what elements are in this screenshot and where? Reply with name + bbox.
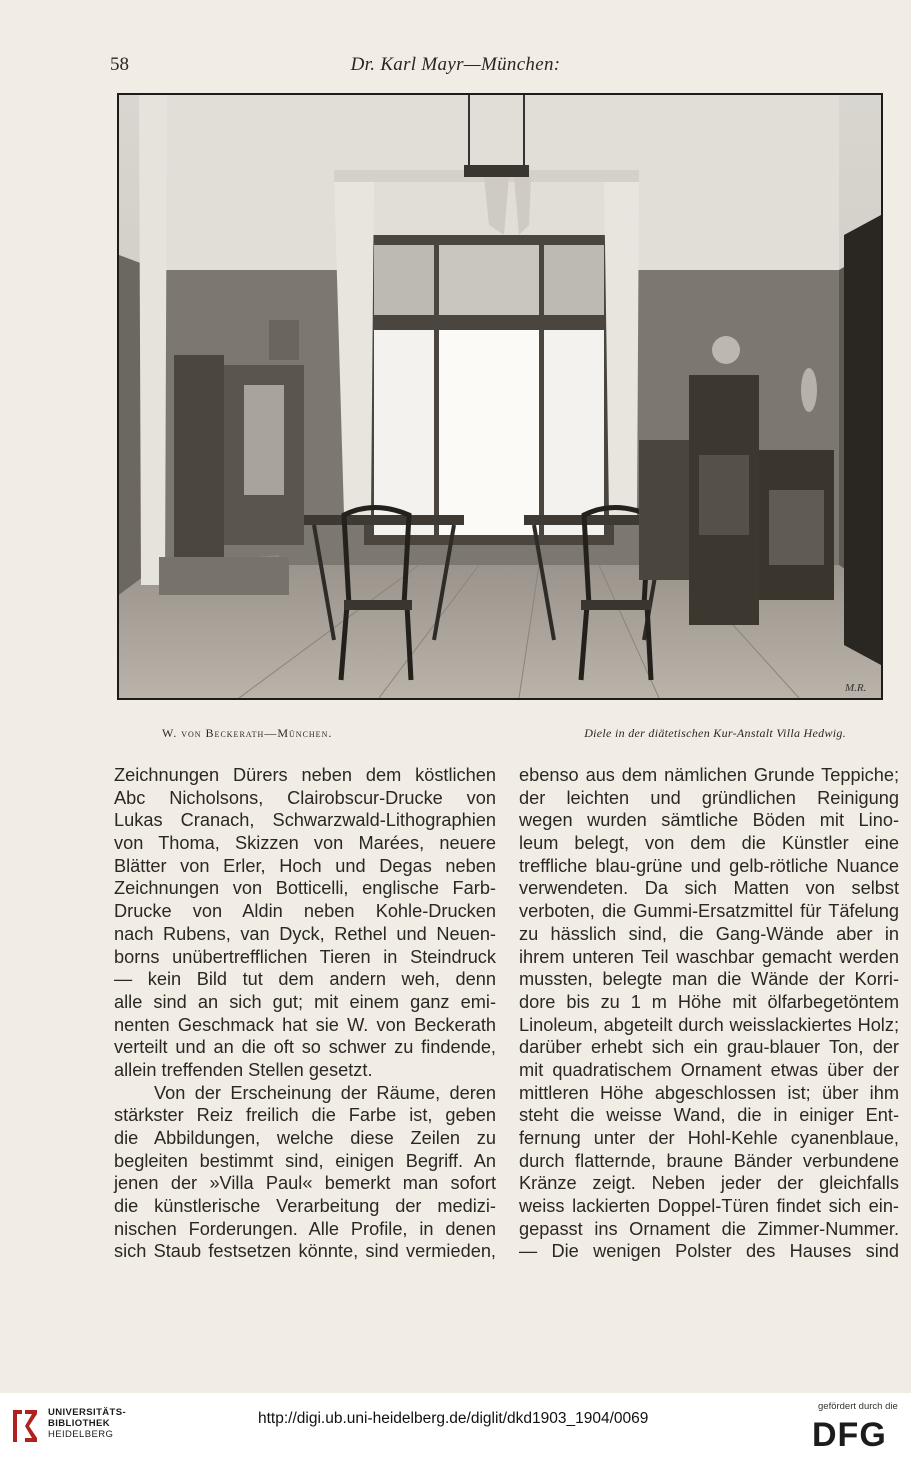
text-line: leum belegt, von dem die Künstler eine (519, 833, 899, 854)
text-column-left (114, 764, 496, 1263)
running-title: Dr. Karl Mayr—München: (350, 54, 561, 75)
text-line: Drucke von Aldin neben Kohle-Drucken (114, 901, 496, 922)
caption-title: Diele in der diätetischen Kur-Anstalt Villa Hedwig. (584, 726, 846, 740)
text-line: Kränze zeigt. Neben jeder der gleichfalls (519, 1173, 899, 1194)
text-line: stärkster Reiz freilich die Farbe ist, geben (114, 1105, 496, 1126)
text-line: die Abbildungen, welche diese Zeilen zu (114, 1128, 496, 1148)
text-line: Lukas Cranach, Schwarzwald-Lithographien (114, 810, 496, 831)
digitization-footer (0, 1393, 911, 1459)
text-line: borns unübertrefflichen Tieren in Steindruck (114, 946, 496, 967)
text-line: fernung unter der Hohl-Kehle cyanenblaue, (519, 1128, 899, 1148)
photo-monogram: M.R. (845, 682, 867, 694)
text-line: nischen Forderungen. Alle Profile, in denen (114, 1218, 496, 1239)
university-library-name (48, 1407, 126, 1440)
text-line: Von der Erscheinung der Räume, deren (154, 1082, 496, 1103)
text-line: mittleren Höhe abgeschlossen ist; über ihm (519, 1082, 899, 1103)
caption-credit: W. von Beckerath—München. (162, 726, 333, 740)
text-line: begleiten bestimmt sind, einigen Begriff. An (114, 1150, 496, 1171)
figure-caption (0, 726, 911, 744)
text-line: ebenso aus dem nämlichen Grunde Teppiche; (519, 765, 899, 785)
text-line: von Thoma, Skizzen von Marées, neuere (114, 833, 496, 854)
page-number: 58 (110, 54, 129, 75)
text-line: — kein Bild tut dem andern weh, denn (114, 969, 496, 990)
figure-photo (117, 93, 883, 700)
university-library-logo-icon (10, 1406, 40, 1446)
text-line: mussten, belegte man die Wände der Korri- (519, 969, 899, 990)
permalink-url[interactable]: http://digi.ub.uni-heidelberg.de/diglit/dkd1903_1904/0069 (258, 1410, 649, 1427)
text-line: gepasst ins Ornament die Zimmer-Nummer. (519, 1218, 899, 1239)
text-line: nach Rubens, van Dyck, Rethel und Neuen- (114, 923, 496, 944)
text-line: weiss lackierten Doppel-Türen findet sich ein- (519, 1196, 899, 1217)
text-line: ihrem unteren Teil waschbar gemacht werden (519, 946, 899, 967)
text-line: treffliche blau-grüne und gelb-rötliche Nuance (519, 855, 899, 876)
text-line: sich Staub festsetzen könnte, sind vermieden, (114, 1241, 496, 1262)
text-line: wegen wurden sämtliche Böden mit Lino- (519, 810, 899, 831)
text-line: steht die weisse Wand, die in einiger Ent- (519, 1105, 899, 1126)
text-line: die künstlerische Verarbeitung der medizi- (114, 1196, 496, 1217)
text-line: alle sind an sich gut; mit einem ganz emi- (114, 991, 496, 1012)
funded-by-label: gefördert durch die (818, 1401, 898, 1412)
text-line: Abc Nicholsons, Clairobscur-Drucke von (114, 787, 496, 808)
text-column-right (519, 764, 899, 1263)
text-line: verboten, die Gummi-Ersatzmittel für Täfelung (519, 901, 899, 922)
text-line: zu hässlich sind, die Gang-Wände aber in (519, 923, 899, 944)
text-line: mit quadratischem Ornament etwas über der (519, 1059, 899, 1080)
text-line: der leichten und gründlichen Reinigung (519, 787, 899, 808)
text-line: verteilt und an die oft so schwer zu findende, (114, 1037, 496, 1058)
text-line: durch flatternde, braune Bänder verbundene (519, 1150, 899, 1171)
library-line-2: BIBLIOTHEK (48, 1418, 111, 1429)
library-line-3: HEIDELBERG (48, 1429, 114, 1440)
text-line: nenten Geschmack hat sie W. von Beckerath (114, 1014, 496, 1035)
text-line: Zeichnungen Dürers neben dem köstlichen (114, 765, 496, 785)
library-line-1: UNIVERSITÄTS- (48, 1407, 127, 1418)
text-line: verwendeten. Da sich Matten von selbst (519, 878, 899, 899)
text-line: — Die wenigen Polster des Hauses sind (519, 1241, 899, 1262)
text-line: jenen der »Villa Paul« bemerkt man sofort (114, 1173, 496, 1194)
text-line: darüber erhebt sich ein grau-blauer Ton, der (519, 1037, 899, 1058)
text-line: Blätter von Erler, Hoch und Degas neben (114, 855, 496, 876)
dfg-logo: DFG (812, 1416, 887, 1454)
page-header (0, 54, 911, 82)
text-line: allein treffenden Stellen gesetzt. (114, 1059, 373, 1080)
text-line: dore bis zu 1 m Höhe mit ölfarbegetöntem (519, 991, 899, 1012)
text-line: Linoleum, abgeteilt durch weisslackiertes Holz; (519, 1014, 899, 1035)
text-line: Zeichnungen von Botticelli, englische Farb- (114, 878, 496, 899)
photo-interior-hall (119, 95, 881, 698)
